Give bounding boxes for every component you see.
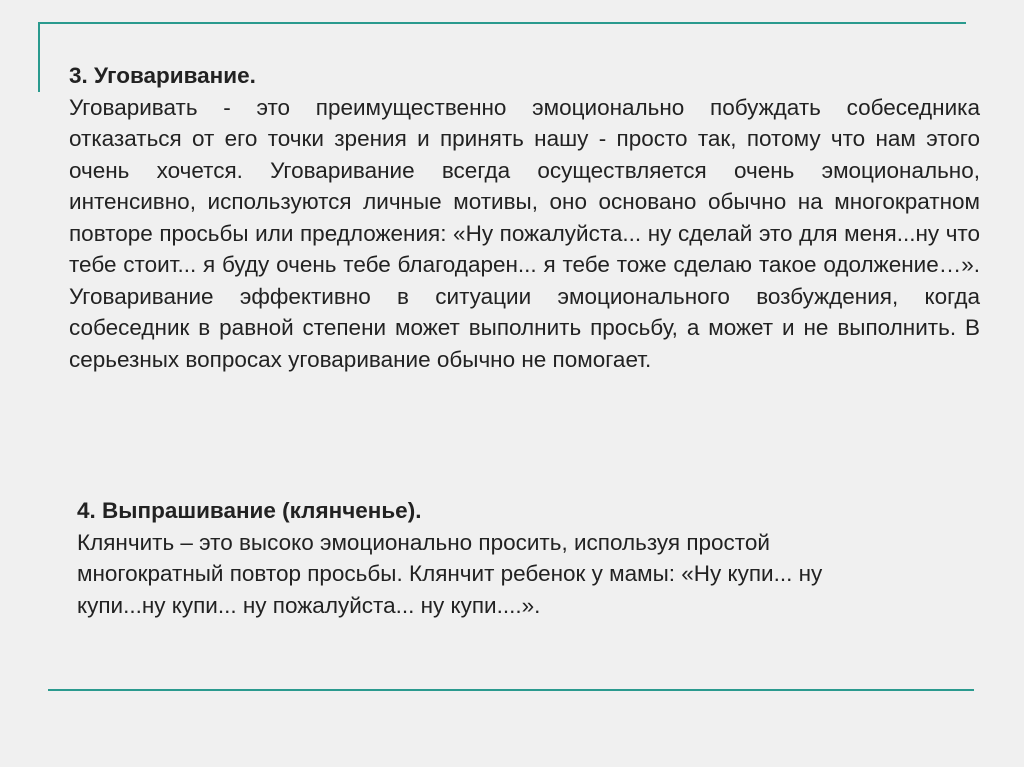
section-persuasion xyxy=(69,60,980,375)
section-begging-body: Клянчить – это высоко эмоционально просить, используя простой многократный повтор просьбы. Клянчит ребенок у мамы: «Ну купи... ну купи...ну купи... ну пожалуйста... ну купи....». xyxy=(77,529,823,618)
section-persuasion-body: Уговаривать - это преимущественно эмоционально побуждать собеседника отказаться от его точки зрения и принять нашу - просто так, потому что нам этого очень хочется. Уговаривание всегда осуществляется очень эмоционально, интенсивно, используются личные мотивы, оно основано обычно на многократном повторе просьбы или предложения: «Ну пожалуйста... ну сделай это для меня...ну что тебе стоит... я буду очень тебе благодарен... я тебе тоже сделаю такое одолжение…». Уговаривание эффективно в ситуации эмоционального возбуждения, когда собеседник в равной степени может выполнить просьбу, а может и не выполнить. В серьезных вопросах уговаривание обычно не помогает. xyxy=(69,94,980,372)
bottom-divider-line xyxy=(48,689,974,691)
top-divider-line xyxy=(38,22,966,24)
section-begging-heading: 4. Выпрашивание (клянченье). xyxy=(77,498,422,523)
section-begging xyxy=(77,495,897,621)
section-persuasion-heading: 3. Уговаривание. xyxy=(69,63,256,88)
left-accent-line xyxy=(38,22,40,92)
